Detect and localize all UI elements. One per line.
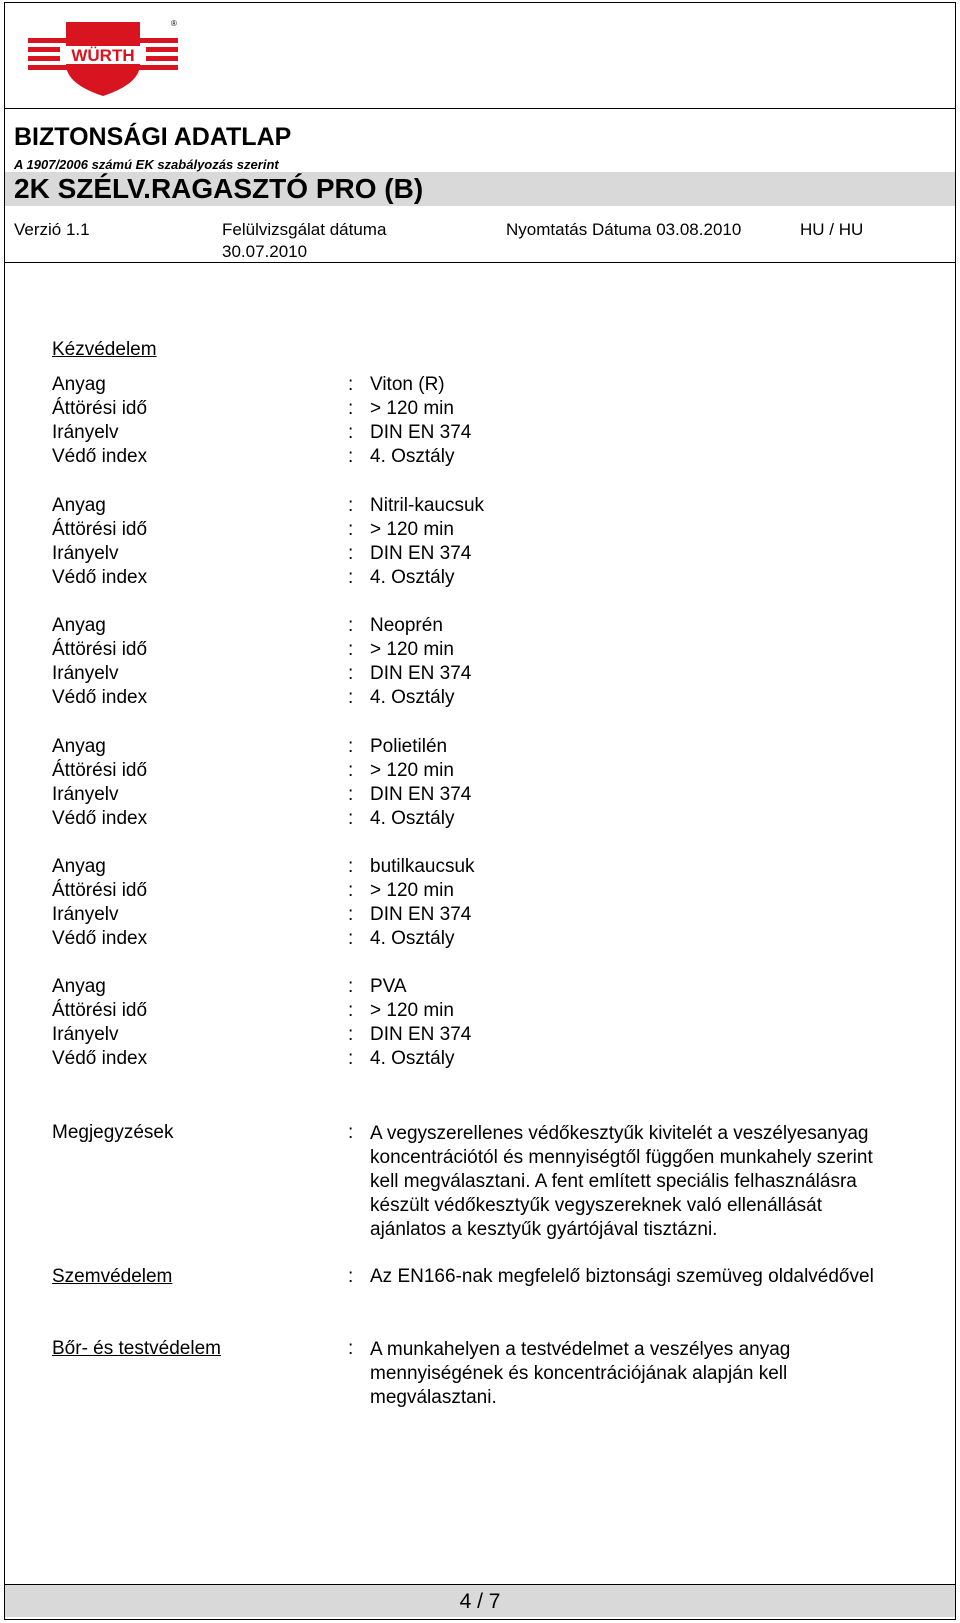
hand-protection-heading: Kézvédelem <box>52 339 157 360</box>
glove-field-label: Irányelv <box>52 663 119 684</box>
revision-date: 30.07.2010 <box>222 242 308 261</box>
remarks-line: koncentrációtól és mennyiségtől függően munkahely szerint <box>370 1147 873 1168</box>
glove-field-colon: : <box>348 880 354 901</box>
glove-field-colon: : <box>348 928 354 949</box>
glove-field-label: Anyag <box>52 976 106 997</box>
glove-field-value: DIN EN 374 <box>370 543 472 564</box>
remarks-line: készült védőkesztyűk vegyszereknek való ellenállását <box>370 1195 823 1216</box>
document-title: BIZTONSÁGI ADATLAP <box>14 123 292 151</box>
wurth-logo <box>28 16 178 98</box>
glove-field-label: Áttörési idő <box>52 519 148 540</box>
glove-field-colon: : <box>348 495 354 516</box>
glove-field-colon: : <box>348 784 354 805</box>
glove-field-value: 4. Osztály <box>370 1048 455 1069</box>
glove-field-value: DIN EN 374 <box>370 904 472 925</box>
remarks-line: ajánlatos a kesztyűk gyártójával tisztázni. <box>370 1219 718 1240</box>
glove-field-colon: : <box>348 398 354 419</box>
glove-field-colon: : <box>348 1000 354 1021</box>
skin-protection-line: mennyiségének és koncentrációjának alapján kell <box>370 1363 788 1384</box>
glove-field-value: > 120 min <box>370 639 454 660</box>
glove-field-colon: : <box>348 1048 354 1069</box>
glove-field-label: Áttörési idő <box>52 880 148 901</box>
glove-field-label: Védő index <box>52 446 148 467</box>
header-divider-top <box>5 108 956 109</box>
glove-field-colon: : <box>348 615 354 636</box>
glove-field-colon: : <box>348 760 354 781</box>
glove-field-value: > 120 min <box>370 880 454 901</box>
skin-protection-colon: : <box>348 1338 354 1359</box>
skin-protection-heading: Bőr- és testvédelem <box>52 1338 221 1359</box>
glove-field-value: 4. Osztály <box>370 446 455 467</box>
glove-field-label: Irányelv <box>52 904 119 925</box>
language: HU / HU <box>800 220 864 239</box>
glove-field-label: Anyag <box>52 736 106 757</box>
regulation-subtitle: A 1907/2006 számú EK szabályozás szerint <box>14 157 279 172</box>
glove-field-colon: : <box>348 1024 354 1045</box>
skin-protection-line: megválasztani. <box>370 1387 497 1408</box>
glove-field-value: > 120 min <box>370 760 454 781</box>
remarks-line: kell megválasztani. A fent említett speciális felhasználásra <box>370 1171 857 1192</box>
revision-date-label: Felülvizsgálat dátuma <box>222 220 387 239</box>
eye-protection-text: Az EN166-nak megfelelő biztonsági szemüveg oldalvédővel <box>370 1266 874 1287</box>
eye-protection-colon: : <box>348 1266 354 1287</box>
glove-field-colon: : <box>348 519 354 540</box>
glove-field-value: DIN EN 374 <box>370 1024 472 1045</box>
glove-field-colon: : <box>348 904 354 925</box>
glove-field-colon: : <box>348 422 354 443</box>
glove-field-value: > 120 min <box>370 519 454 540</box>
logo-text: WÜRTH <box>71 46 135 65</box>
svg-text:®: ® <box>171 19 177 28</box>
glove-field-value: DIN EN 374 <box>370 784 472 805</box>
product-name: 2K SZÉLV.RAGASZTÓ PRO (B) <box>14 173 424 204</box>
glove-field-label: Áttörési idő <box>52 760 148 781</box>
glove-field-value: DIN EN 374 <box>370 663 472 684</box>
print-date: Nyomtatás Dátuma 03.08.2010 <box>506 220 742 239</box>
glove-field-colon: : <box>348 856 354 877</box>
skin-protection-text <box>370 1338 930 1410</box>
glove-field-label: Áttörési idő <box>52 639 148 660</box>
glove-field-colon: : <box>348 374 354 395</box>
glove-field-value: 4. Osztály <box>370 928 455 949</box>
glove-field-label: Védő index <box>52 928 148 949</box>
glove-field-label: Anyag <box>52 495 106 516</box>
glove-field-value: PVA <box>370 976 407 997</box>
glove-field-value: 4. Osztály <box>370 687 455 708</box>
page-number: 4 / 7 <box>459 1590 501 1613</box>
glove-field-value: butilkaucsuk <box>370 856 475 877</box>
glove-field-label: Áttörési idő <box>52 398 148 419</box>
glove-field-value: Neoprén <box>370 615 443 636</box>
glove-field-colon: : <box>348 446 354 467</box>
glove-field-colon: : <box>348 639 354 660</box>
glove-field-label: Irányelv <box>52 543 119 564</box>
glove-field-value: Viton (R) <box>370 374 445 395</box>
glove-field-colon: : <box>348 808 354 829</box>
glove-field-label: Anyag <box>52 374 106 395</box>
glove-field-label: Védő index <box>52 567 148 588</box>
remarks-label: Megjegyzések <box>52 1122 174 1143</box>
glove-field-label: Anyag <box>52 615 106 636</box>
version: Verzió 1.1 <box>14 220 90 239</box>
glove-field-label: Irányelv <box>52 1024 119 1045</box>
glove-field-value: > 120 min <box>370 1000 454 1021</box>
glove-field-value: DIN EN 374 <box>370 422 472 443</box>
glove-field-colon: : <box>348 663 354 684</box>
glove-field-label: Áttörési idő <box>52 1000 148 1021</box>
glove-field-colon: : <box>348 976 354 997</box>
glove-field-label: Védő index <box>52 1048 148 1069</box>
glove-field-value: Nitril-kaucsuk <box>370 495 485 516</box>
glove-field-value: Polietilén <box>370 736 448 757</box>
glove-field-label: Anyag <box>52 856 106 877</box>
remarks-text <box>370 1122 930 1242</box>
glove-field-value: 4. Osztály <box>370 567 455 588</box>
skin-protection-line: A munkahelyen a testvédelmet a veszélyes anyag <box>370 1339 791 1360</box>
glove-field-label: Védő index <box>52 808 148 829</box>
glove-field-colon: : <box>348 736 354 757</box>
remarks-line: A vegyszerellenes védőkesztyűk kivitelét a veszélyesanyag <box>370 1123 869 1144</box>
glove-field-colon: : <box>348 543 354 564</box>
glove-field-label: Irányelv <box>52 422 119 443</box>
glove-field-label: Irányelv <box>52 784 119 805</box>
header-divider-bottom <box>5 262 956 263</box>
glove-field-colon: : <box>348 567 354 588</box>
eye-protection-heading: Szemvédelem <box>52 1266 173 1287</box>
glove-field-value: 4. Osztály <box>370 808 455 829</box>
glove-field-value: > 120 min <box>370 398 454 419</box>
remarks-colon: : <box>348 1122 354 1143</box>
glove-field-colon: : <box>348 687 354 708</box>
glove-field-label: Védő index <box>52 687 148 708</box>
